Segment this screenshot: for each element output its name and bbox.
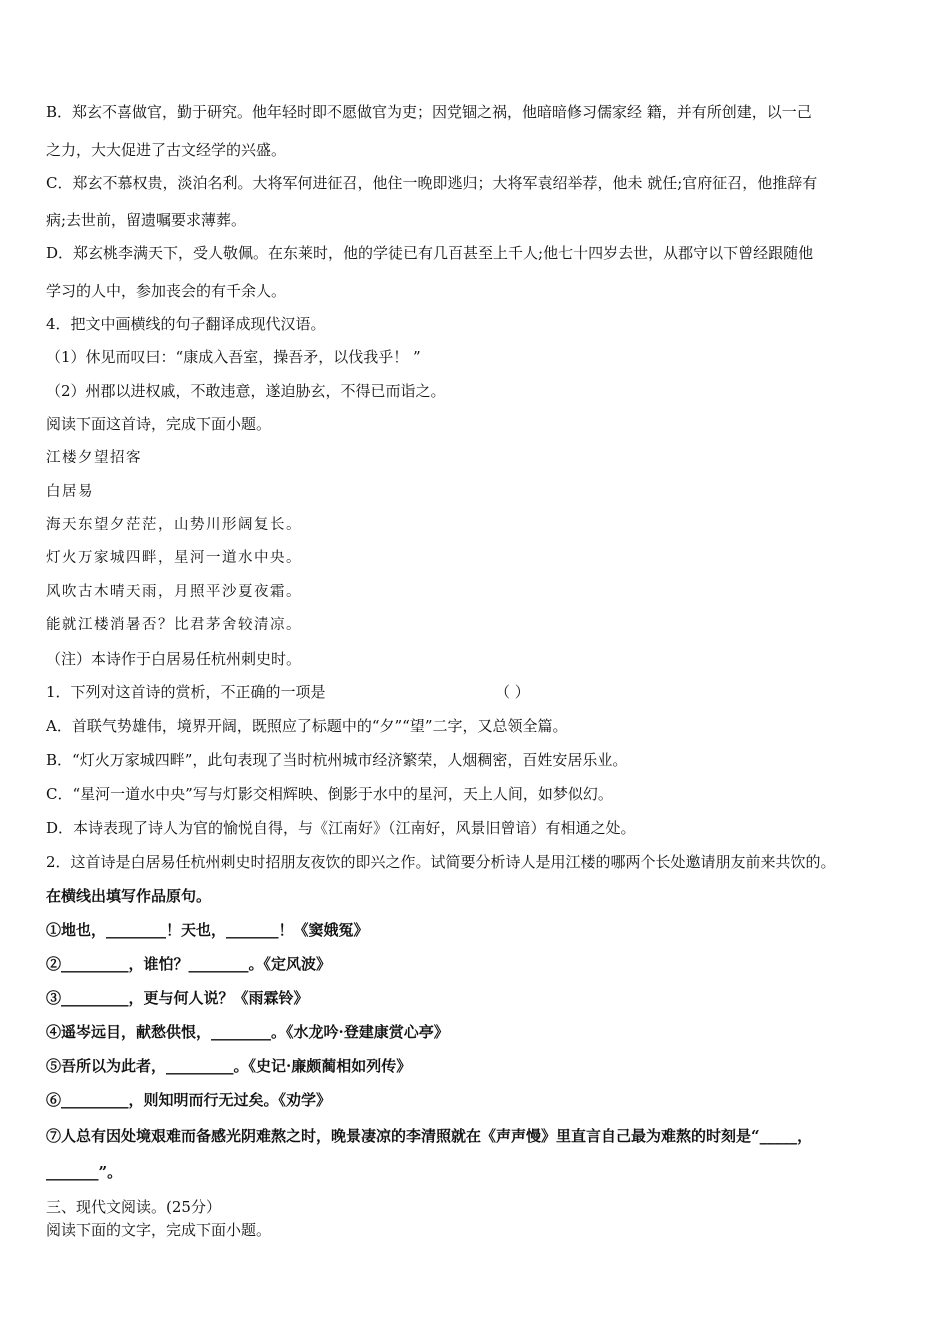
option-d-line-2: 学习的人中，参加丧会的有千余人。 bbox=[46, 282, 287, 300]
option-c-line-1: C．郑玄不慕权贵，淡泊名利。大将军何进征召，他住一晚即逃归；大将军袁绍举荐，他未 就任;官府征召，他推辞有 bbox=[46, 174, 818, 192]
fill-item: ①地也，________！天也，_______！《窦娥冤》 bbox=[46, 921, 369, 939]
poem-q1-option-b: B．“灯火万家城四畔”，此句表现了当时杭州城市经济繁荣，人烟稠密，百姓安居乐业。 bbox=[46, 751, 628, 769]
option-d-line-1: D．郑玄桃李满天下，受人敬佩。在东莱时，他的学徒已有几百甚至上千人;他七十四岁去世，从郡守以下曾经跟随他 bbox=[46, 244, 814, 262]
fill-item: ⑥_________，则知明而行无过矣。《劝学》 bbox=[46, 1091, 332, 1109]
poem-q1-option-c: C．“星河一道水中央”写与灯影交相辉映、倒影于水中的星河，天上人间，如梦似幻。 bbox=[46, 785, 613, 803]
poem-line: 风吹古木晴天雨，月照平沙夏夜霜。 bbox=[46, 584, 302, 600]
poem-q1-option-d: D．本诗表现了诗人为官的愉悦自得，与《江南好》（江南好，风景旧曾谙）有相通之处。 bbox=[46, 819, 636, 837]
q4-stem: 4．把文中画横线的句子翻译成现代汉语。 bbox=[46, 315, 326, 333]
poem-q1-answer-bracket: （ ） bbox=[495, 683, 530, 701]
poem-intro: 阅读下面这首诗，完成下面小题。 bbox=[46, 415, 272, 433]
poem-line: 能就江楼消暑否？比君茅舍较清凉。 bbox=[46, 617, 302, 633]
poem-author: 白居易 bbox=[46, 484, 94, 500]
fill-item: ④遥岑远目，献愁供恨，________。《水龙吟·登建康赏心亭》 bbox=[46, 1023, 449, 1041]
poem-q1-option-a: A．首联气势雄伟，境界开阔，既照应了标题中的“夕”“望”二字，又总领全篇。 bbox=[46, 717, 568, 735]
q4-sentence-2: （2）州郡以进权戚，不敢违意，遂迫胁玄，不得已而诣之。 bbox=[46, 382, 446, 400]
poem-q1-stem: 1．下列对这首诗的赏析，不正确的一项是 bbox=[46, 683, 326, 701]
poem-title: 江楼夕望招客 bbox=[46, 450, 142, 466]
fill-item: ⑦人总有因处境艰难而备感光阴难熬之时，晚景凄凉的李清照就在《声声慢》里直言自己最为难熬的时刻是“_____， bbox=[46, 1127, 813, 1145]
option-c-line-2: 病;去世前，留遗嘱要求薄葬。 bbox=[46, 211, 247, 229]
fill-item: ②_________，谁怕？________。《定风波》 bbox=[46, 955, 332, 973]
fill-heading: 在横线出填写作品原句。 bbox=[46, 887, 212, 905]
fill-item: _______”。 bbox=[46, 1163, 123, 1181]
poem-note: （注）本诗作于白居易任杭州刺史时。 bbox=[46, 650, 302, 668]
section-3-intro: 阅读下面的文字，完成下面小题。 bbox=[46, 1221, 272, 1239]
poem-q2: 2．这首诗是白居易任杭州刺史时招朋友夜饮的即兴之作。试简要分析诗人是用江楼的哪两个长处邀请朋友前来共饮的。 bbox=[46, 853, 836, 871]
poem-line: 海天东望夕茫茫，山势川形阔复长。 bbox=[46, 517, 302, 533]
option-b-line-2: 之力，大大促进了古文经学的兴盛。 bbox=[46, 141, 287, 159]
q4-sentence-1: （1）休见而叹曰：“康成入吾室，操吾矛，以伐我乎！ ” bbox=[46, 348, 421, 366]
option-b-line-1: B．郑玄不喜做官，勤于研究。他年轻时即不愿做官为吏；因党锢之祸，他暗暗修习儒家经 籍，并有所创建，以一己 bbox=[46, 103, 812, 121]
fill-item: ⑤吾所以为此者，_________。《史记·廉颇蔺相如列传》 bbox=[46, 1057, 412, 1075]
fill-item: ③_________，更与何人说？《雨霖铃》 bbox=[46, 989, 309, 1007]
poem-line: 灯火万家城四畔，星河一道水中央。 bbox=[46, 550, 302, 566]
section-3-heading: 三、现代文阅读。(25分） bbox=[46, 1198, 221, 1216]
